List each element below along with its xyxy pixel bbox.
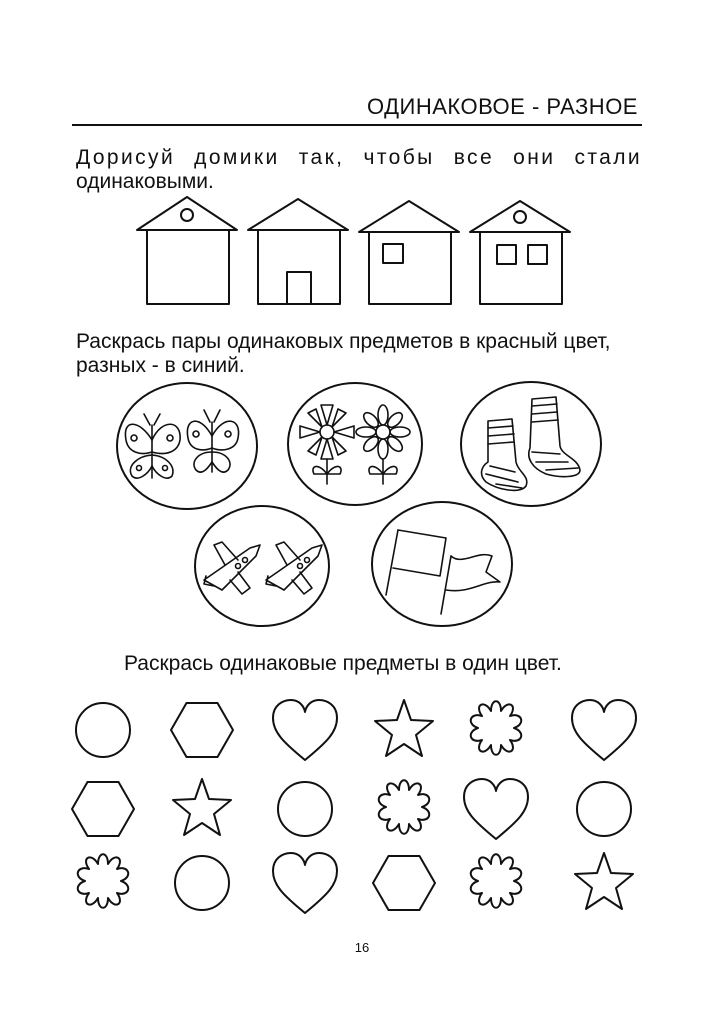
heart-icon[interactable] (273, 700, 337, 760)
flag-icon (386, 530, 446, 595)
task-2-line-2: разных - в синий. (76, 354, 245, 377)
heart-icon[interactable] (464, 779, 528, 839)
page-number: 16 (354, 940, 370, 955)
pair-flowers[interactable] (288, 383, 422, 505)
task-2-line-1: Раскрась пары одинаковых предметов в красный цвет, (76, 330, 611, 353)
hexagon-icon[interactable] (171, 703, 233, 757)
pair-butterflies[interactable] (117, 383, 257, 509)
butterfly-icon (187, 410, 238, 472)
hexagon-icon[interactable] (373, 856, 435, 910)
square-window-icon (497, 245, 516, 264)
star-icon[interactable] (375, 700, 433, 756)
house-4[interactable] (470, 201, 570, 304)
airplane-icon (204, 542, 260, 594)
flower-icon[interactable] (471, 854, 521, 908)
flag-icon (441, 555, 500, 614)
pair-socks[interactable] (461, 382, 601, 506)
page-title: ОДИНАКОВОЕ - РАЗНОЕ (367, 94, 638, 119)
shape-grid (72, 700, 636, 913)
circle-icon[interactable] (577, 782, 631, 836)
flower-icon[interactable] (471, 701, 521, 755)
round-window-icon (514, 211, 526, 223)
pairs-group (117, 382, 601, 626)
round-window-icon (181, 209, 193, 221)
square-window-icon (528, 245, 547, 264)
house-3[interactable] (359, 201, 459, 304)
heart-icon[interactable] (572, 700, 636, 760)
pair-flags[interactable] (372, 502, 512, 626)
flower-icon[interactable] (379, 780, 429, 834)
sock-icon (482, 419, 527, 490)
flower-icon (300, 405, 354, 484)
task-1-line-2: одинаковыми. (76, 170, 214, 193)
square-window-icon (383, 244, 403, 263)
flower-icon[interactable] (78, 854, 128, 908)
circle-icon[interactable] (175, 856, 229, 910)
star-icon[interactable] (173, 779, 231, 835)
airplane-icon (266, 542, 322, 594)
star-icon[interactable] (575, 853, 633, 909)
flower-icon (356, 405, 410, 484)
house-1[interactable] (137, 197, 237, 304)
circle-icon[interactable] (278, 782, 332, 836)
task-1-line-1: Дорисуй домики так, чтобы все они стали (76, 146, 642, 169)
heart-icon[interactable] (273, 853, 337, 913)
pair-airplanes[interactable] (195, 506, 329, 626)
houses-row (137, 197, 570, 304)
sock-icon (529, 397, 580, 477)
butterfly-icon (125, 414, 180, 478)
task-3-text: Раскрась одинаковые предметы в один цвет. (124, 652, 562, 675)
door-icon (287, 272, 311, 304)
circle-icon[interactable] (76, 703, 130, 757)
hexagon-icon[interactable] (72, 782, 134, 836)
house-2[interactable] (248, 199, 348, 304)
